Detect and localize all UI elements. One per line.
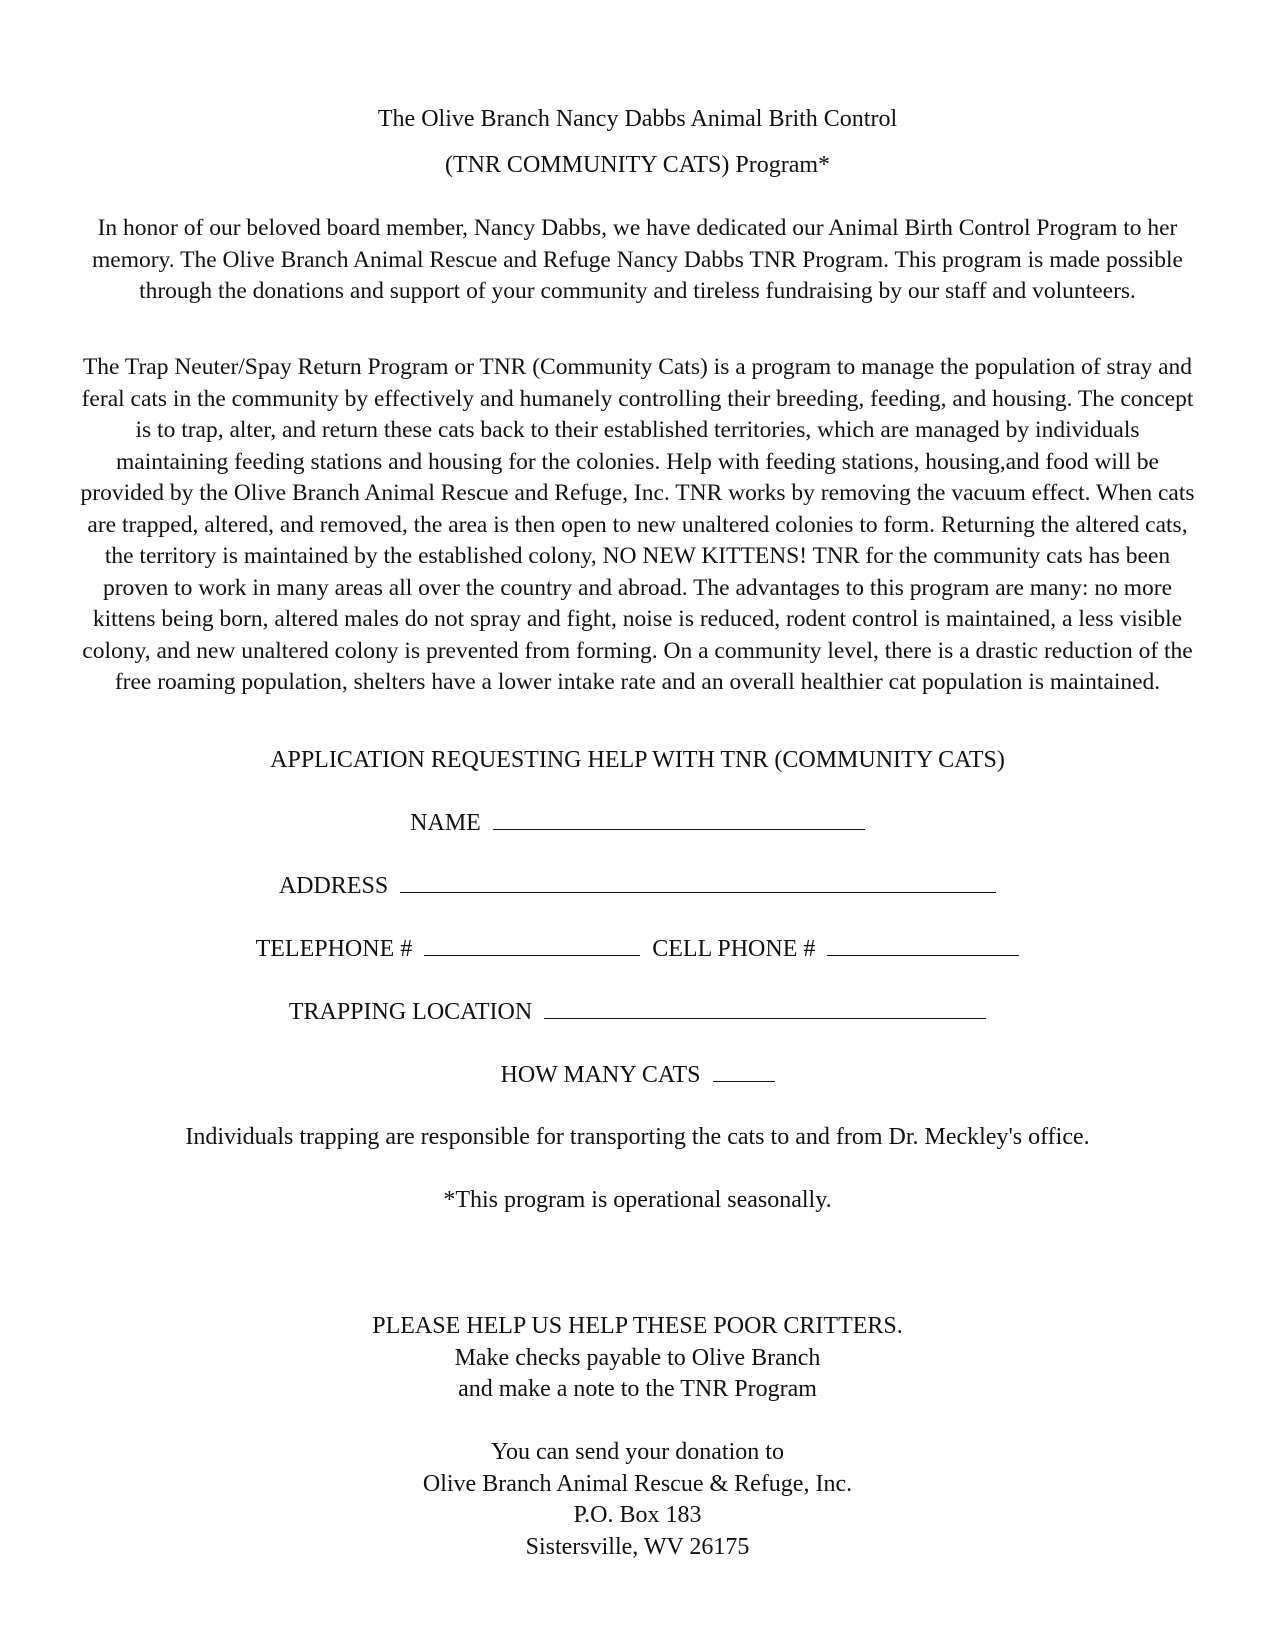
phone-field-row: [0, 933, 1275, 964]
donation-appeal: PLEASE HELP US HELP THESE POOR CRITTERS.: [372, 1313, 903, 1339]
how-many-cats-label: HOW MANY CATS: [500, 1062, 701, 1088]
checks-note-line: and make a note to the TNR Program: [458, 1376, 817, 1402]
name-label: NAME: [410, 810, 481, 836]
donation-appeal-block: [0, 1311, 1275, 1406]
cell-phone-label: CELL PHONE #: [652, 936, 816, 962]
intro-paragraph-dedication: In honor of our beloved board member, Nancy Dabbs, we have dedicated our Animal Birth Control Program to her memory. The Olive Branch Animal Rescue and Refuge Nancy Dabbs TNR Program. This program is made possible through the donations and support of your community and tireless fundraising by our staff and volunteers.: [91, 215, 1183, 304]
organization-name: Olive Branch Animal Rescue & Refuge, Inc.: [422, 1470, 853, 1497]
name-field-row: [0, 807, 1275, 838]
address-field-row: [0, 870, 1275, 901]
telephone-label: TELEPHONE #: [255, 936, 413, 962]
address-blank-line[interactable]: [400, 870, 996, 893]
trapping-location-label: TRAPPING LOCATION: [288, 999, 533, 1025]
trapping-location-field-row: [0, 996, 1275, 1027]
cat-count-blank-line[interactable]: [713, 1059, 775, 1082]
po-box: P.O. Box 183: [573, 1502, 702, 1528]
intro-paragraph-tnr-description: The Trap Neuter/Spay Return Program or TNR (Community Cats) is a program to manage the population of stray and feral cats in the community by effectively and humanely controlling their breeding, feeding, and housing. The concept is to trap, alter, and return these cats back to their established territories, which are managed by individuals maintaining feeding stations and housing for the colonies. Help with feeding stations, housing,and food will be provided by the Olive Branch Animal Rescue and Refuge, Inc. TNR works by removing the vacuum effect. When cats are trapped, altered, and removed, the area is then open to new unaltered colonies to form. Returning the altered cats, the territory is maintained by the established colony, NO NEW KITTENS! TNR for the community cats has been proven to work in many areas all over the country and abroad. The advantages to this program are many: no more kittens being born, altered males do not spray and fight, noise is reduced, rodent control is maintained, a less visible colony, and new unaltered colony is prevented from forming. On a community level, there is a drastic reduction of the free roaming population, shelters have a lower intake rate and an overall healthier cat population is maintained.: [80, 354, 1195, 695]
name-blank-line[interactable]: [493, 807, 865, 830]
trapping-location-blank-line[interactable]: [544, 996, 986, 1019]
document-title: The Olive Branch Nancy Dabbs Animal Brith Control: [377, 106, 898, 132]
address-label: ADDRESS: [278, 873, 389, 899]
send-donation-line: You can send your donation to: [491, 1439, 784, 1465]
checks-payable-line: Make checks payable to Olive Branch: [454, 1344, 821, 1371]
cat-count-field-row: [0, 1059, 1275, 1090]
transport-note: Individuals trapping are responsible for transporting the cats to and from Dr. Meckley's office.: [185, 1124, 1090, 1150]
document-subtitle: (TNR COMMUNITY CATS) Program*: [444, 152, 831, 178]
telephone-blank-line[interactable]: [424, 933, 640, 956]
mailing-address-block: [0, 1437, 1275, 1563]
seasonal-note: *This program is operational seasonally.: [443, 1187, 832, 1213]
city-state-zip: Sistersville, WV 26175: [525, 1533, 750, 1560]
cell-phone-blank-line[interactable]: [827, 933, 1019, 956]
application-heading: APPLICATION REQUESTING HELP WITH TNR (COMMUNITY CATS): [270, 747, 1005, 773]
